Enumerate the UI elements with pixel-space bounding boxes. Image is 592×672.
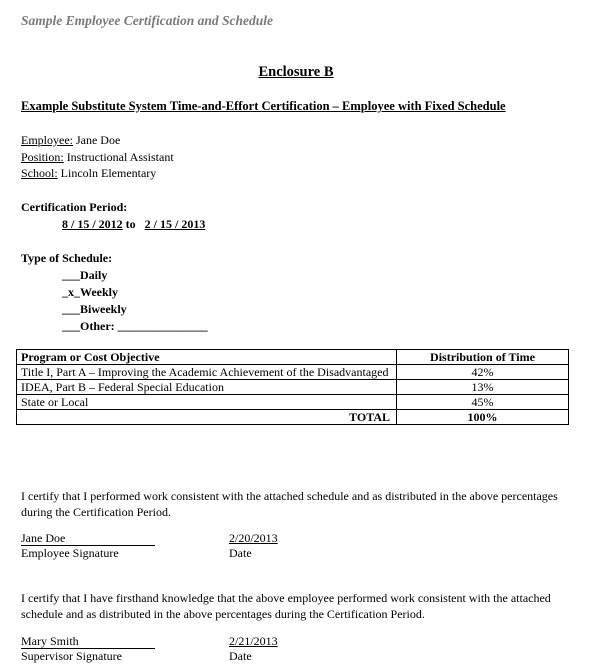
total-value: 100% — [397, 410, 569, 425]
schedule-mark: _x_ — [62, 285, 80, 299]
position-line — [21, 150, 174, 165]
program-cell: Title I, Part A – Improving the Academic Achievement of the Disadvantaged — [17, 365, 397, 380]
time-cell: 42% — [397, 365, 569, 380]
program-cell: State or Local — [17, 395, 397, 410]
schedule-mark: ___ — [62, 319, 80, 333]
employee-date-label: Date — [229, 546, 252, 560]
employee-signature-date: 2/20/2013 — [229, 531, 278, 545]
certification-period-dates — [56, 217, 205, 232]
employee-signature-label: Employee Signature — [21, 546, 119, 560]
schedule-option-weekly — [62, 285, 118, 300]
period-start: 8 / 15 / 2012 — [62, 217, 123, 231]
schedule-option-label: Other: _______________ — [80, 319, 208, 333]
schedule-option-label: Weekly — [80, 285, 118, 299]
schedule-mark: ___ — [62, 268, 80, 282]
table-header-row — [17, 350, 569, 365]
school-value: Lincoln Elementary — [60, 166, 157, 180]
time-cell: 45% — [397, 395, 569, 410]
employee-certification-statement: I certify that I performed work consistent with the attached schedule and as distributed in the above percentages during the Certification Period. — [21, 489, 558, 519]
supervisor-certification-statement: I certify that I have firsthand knowledge that the above employee performed work consistent with the attached schedule and as distributed in the above percentages during the Certification Period. — [21, 591, 551, 621]
employee-line — [21, 133, 120, 148]
distribution-table — [16, 349, 569, 425]
schedule-label: Type of Schedule: — [21, 251, 113, 265]
position-label: Position: — [21, 150, 64, 164]
table-row — [17, 365, 569, 380]
position-value: Instructional Assistant — [66, 150, 174, 164]
supervisor-date-label: Date — [229, 649, 252, 663]
schedule-option-label: Biweekly — [80, 302, 127, 316]
document-header: Sample Employee Certification and Schedule — [21, 13, 273, 28]
table-total-row — [17, 410, 569, 425]
supervisor-signature-date: 2/21/2013 — [229, 634, 278, 648]
total-label: TOTAL — [17, 410, 397, 425]
period-connector: to — [125, 217, 136, 231]
schedule-mark: ___ — [62, 302, 80, 316]
column-header-distribution: Distribution of Time — [397, 350, 569, 365]
program-cell: IDEA, Part B – Federal Special Education — [17, 380, 397, 395]
employee-label: Employee: — [21, 133, 73, 147]
column-header-program: Program or Cost Objective — [17, 350, 397, 365]
employee-value: Jane Doe — [75, 133, 121, 147]
schedule-option-other — [62, 319, 208, 334]
employee-signature-name: Jane Doe — [21, 531, 155, 546]
schedule-option-biweekly — [62, 302, 127, 317]
supervisor-signature-name: Mary Smith — [21, 634, 155, 649]
table-row — [17, 380, 569, 395]
period-end: 2 / 15 / 2013 — [144, 217, 206, 231]
school-label: School: — [21, 166, 58, 180]
certification-period-label: Certification Period: — [21, 200, 128, 214]
school-line — [21, 166, 156, 181]
supervisor-signature-label: Supervisor Signature — [21, 649, 122, 663]
enclosure-title: Enclosure B — [258, 64, 334, 80]
table-row — [17, 395, 569, 410]
form-subtitle: Example Substitute System Time-and-Effort Certification – Employee with Fixed Schedule — [21, 99, 506, 113]
schedule-option-label: Daily — [80, 268, 108, 282]
schedule-option-daily — [62, 268, 107, 283]
time-cell: 13% — [397, 380, 569, 395]
